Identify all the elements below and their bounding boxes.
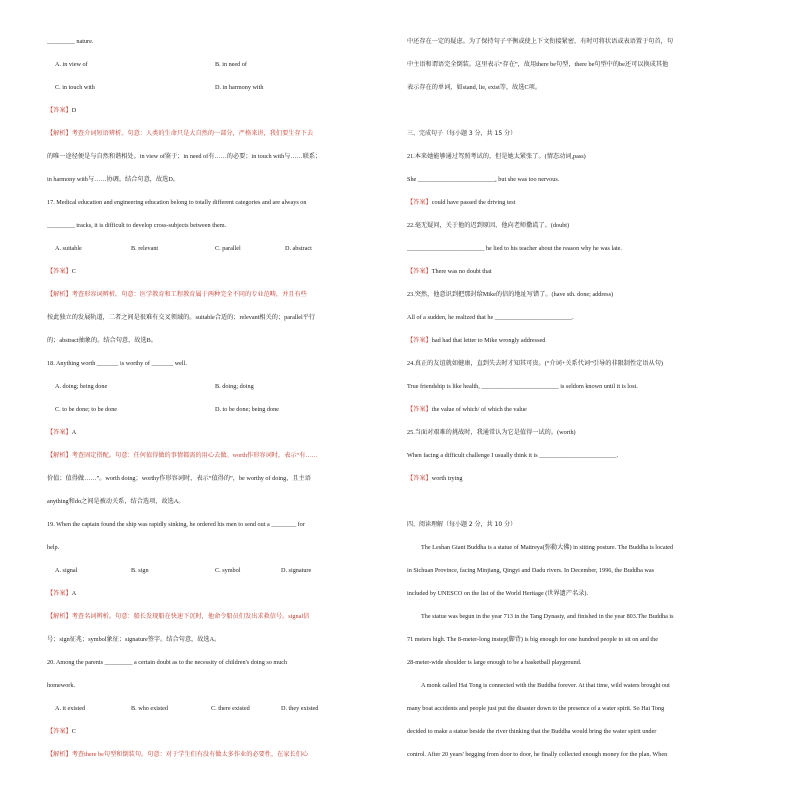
passage-line: 28-meter-wide shoulder is large enough to be a basketball playground. (407, 659, 582, 666)
passage-line: in Sichuan Province, facing Minjiang, Qingyi and Dadu rivers. In December, 1996, the Buddha was (407, 567, 655, 574)
q16-option-a: A. in view of (55, 61, 88, 68)
q20-option-c: C. there existed (211, 705, 250, 712)
passage-line: many boat accidents and people just put the disaster down to the presence of a water spirit. So Hai Tong (407, 705, 665, 712)
answer-tag: 【答案】 (407, 268, 432, 275)
q16-option-c: C. in touch with (55, 84, 95, 91)
q20-option-a: A. it existed (55, 705, 86, 712)
answer-value: D (71, 107, 77, 114)
q23-sentence: All of a sudden, he realized that he _________________________. (407, 314, 574, 321)
q17-stem-1: 17. Medical education and engineering education belong to totally different categories and are always on (47, 199, 307, 206)
q17-stem-2: _________ tracks, it is difficult to develop cross-subjects between them. (47, 222, 227, 229)
answer-value: the value of which/ of which the value (431, 406, 527, 413)
q18-option-b: B. doing; doing (215, 383, 254, 390)
passage-line: A monk called Hai Tong is connected with the Buddha forever. At that time, wild waters brought out (421, 682, 670, 689)
q18-stem: 18. Anything worth _______ is worthy of _______ well. (47, 360, 187, 367)
q16-option-d: D. in harmony with (215, 84, 264, 91)
q22-prompt: 22.毫无疑问，关于他的迟到原因，他向老师撒谎了。(doubt) (407, 222, 570, 229)
q21-sentence: She _________________________, but she was too nervous. (407, 176, 560, 183)
answer-value: C (71, 728, 76, 735)
q17-explanation-1: 【解析】考查形容词辨析。句意：医学教育和工程教育属于两种完全不同的专业范畴，并且有些 (47, 291, 307, 298)
answer-value: C (71, 268, 76, 275)
passage-line: control. After 20 years' begging from door to door, he finally collected enough money for the plan. When (407, 751, 668, 758)
q19-option-d: D. signature (281, 567, 312, 574)
q16-option-b: B. in need of (215, 61, 247, 68)
q24-prompt: 24.真正的友谊就如健康，直到失去时才知其可贵。(“介词+关系代词”引导的非限制性定语从句) (407, 360, 663, 367)
q18-explanation-1: 【解析】考查固定搭配。句意：任何值得做的事情都需的用心去做。worth作形容词时，表示“有…… (47, 452, 318, 459)
q16-tail: _________ nature. (47, 38, 94, 45)
answer-tag: 【答案】 (407, 199, 432, 206)
answer-value: could have passed the driving test (431, 199, 516, 206)
answer-value: A (71, 429, 77, 436)
q16-explanation-3: in harmony with与……协调。结合句意，故选D。 (47, 176, 179, 183)
answer-tag: 【答案】 (407, 475, 432, 482)
q16-explanation-2: 的唯一途径便是与自然和谐相处。in view of鉴于；in need of有……的必要；in touch with与……联系； (47, 153, 322, 160)
q20-option-d: D. they existed (281, 705, 319, 712)
q21-answer (407, 199, 515, 206)
q17-answer (47, 268, 76, 275)
q17-option-c: C. parallel (215, 245, 241, 252)
q19-explanation-2: 号；sign征兆；symbol象征；signature签字。结合句意，故选A。 (47, 636, 221, 643)
passage-line: The statue was begun in the year 713 in the Tang Dynasty, and finished in the year 803.The Buddha is (421, 613, 674, 620)
q20-explanation-3: 中主语和谓语完全倒装。这里表示“存在”，故用there be句型，there be句型中的be还可以换成其他 (407, 61, 669, 68)
answer-tag: 【答案】 (47, 728, 72, 735)
q18-explanation-3: anything和do之间是被动关系，结合选项，故选A。 (47, 498, 185, 505)
answer-value: worth trying (431, 475, 463, 482)
passage-line: included by UNESCO on the list of the World Heritage (世界遗产名录). (407, 590, 589, 597)
q25-prompt: 25.当面对艰难的挑战时，我通常认为它是值得一试的。(worth) (407, 429, 576, 436)
q19-stem-1: 19. When the captain found the ship was rapidly sinking, he ordered his men to send out a ________ for (47, 521, 305, 528)
q20-explanation-2: 中还存在一定的疑虑。为了保持句子平衡或使上下文衔接紧密，有时可将状语或表语置于句首，句 (407, 38, 674, 45)
q25-sentence: When facing a difficult challenge I usually think it is _________________________. (407, 452, 619, 459)
q18-option-a: A. doing; being done (55, 383, 108, 390)
q22-answer (407, 268, 492, 275)
q20-explanation-1: 【解析】考查there be句型和倒装句。句意：对于学生们有没有做太多作业的必要性，在家长们心 (47, 751, 309, 758)
q22-sentence: _________________________ he lied to his teacher about the reason why he was late. (407, 245, 622, 252)
q20-answer (47, 728, 76, 735)
answer-tag: 【答案】 (47, 429, 72, 436)
answer-value: There was no doubt that (431, 268, 492, 275)
q19-stem-2: help. (47, 544, 60, 551)
q25-answer (407, 475, 463, 482)
q19-option-c: C. symbol (215, 567, 241, 574)
q23-prompt: 23.突然，他意识到把那封给Mike的信的地址写错了。(have sth. done; address) (407, 291, 614, 298)
q19-option-b: B. sign (131, 567, 149, 574)
q20-stem-1: 20. Among the parents _________ a certain doubt as to the necessity of children's doing so much (47, 659, 288, 666)
passage-line: decided to make a statue beside the river thinking that the Buddha would bring the water spirit under (407, 728, 657, 735)
q20-stem-2: homework. (47, 682, 76, 689)
q19-option-a: A. signal (55, 567, 78, 574)
q20-option-b: B. who existed (131, 705, 168, 712)
q23-answer (407, 337, 545, 344)
q16-answer (47, 107, 76, 114)
answer-tag: 【答案】 (407, 406, 432, 413)
passage-line: 71 meters high. The 8-meter-long instep(脚背) is big enough for one hundred people to sit on and the (407, 636, 658, 643)
section-title-reading: 四、阅读理解（每小题 2 分，共 10 分） (407, 521, 517, 528)
q17-explanation-3: 的；abstract抽象的。结合句意，故选B。 (47, 337, 157, 344)
q17-option-d: D. abstract (285, 245, 312, 252)
q19-answer (47, 590, 76, 597)
q18-answer (47, 429, 76, 436)
answer-tag: 【答案】 (47, 268, 72, 275)
q18-option-d: D. to be done; being done (215, 406, 279, 413)
q21-prompt: 21.本来她能够通过驾照考试的，但是她太紧张了。(情态动词,pass) (407, 153, 586, 160)
answer-value: A (71, 590, 77, 597)
q18-option-c: C. to be done; to be done (55, 406, 118, 413)
answer-tag: 【答案】 (407, 337, 432, 344)
q16-explanation-1: 【解析】考查介词短语辨析。句意：人类的生命只是大自然的一部分，严格来讲，我们要生存下去 (47, 130, 314, 137)
q24-answer (407, 406, 527, 413)
passage-line: The Leshan Giant Buddha is a statue of Maitreya(弥勒大佛) in sitting posture. The Buddha is located (421, 544, 674, 551)
section-title-sentence-completion: 三、完成句子（每小题 3 分，共 15 分） (407, 130, 517, 137)
q19-explanation-1: 【解析】考查名词辨析。句意：船长发现船在快速下沉时，他命令船员们发出求救信号。signal信 (47, 613, 310, 620)
q17-option-a: A. suitable (55, 245, 82, 252)
answer-value: had had that letter to Mike wrongly addressed (431, 337, 546, 344)
q18-explanation-2: 价值；值得做……”。worth doing；worthy作形容词时，表示“值得的”，be worthy of doing，且主语 (47, 475, 311, 482)
q17-option-b: B. relevant (131, 245, 159, 252)
q17-explanation-2: 按此独立的发展轨道，二者之间是很难有交叉领域的。suitable合适的；relevant相关的；parallel平行 (47, 314, 316, 321)
answer-tag: 【答案】 (47, 107, 72, 114)
answer-tag: 【答案】 (47, 590, 72, 597)
q24-sentence: True friendship is like health, _________________________ is seldom known until it is lost. (407, 383, 638, 390)
q20-explanation-4: 表示存在的单词，如stand, lie, exist等，故选C项。 (407, 84, 542, 91)
